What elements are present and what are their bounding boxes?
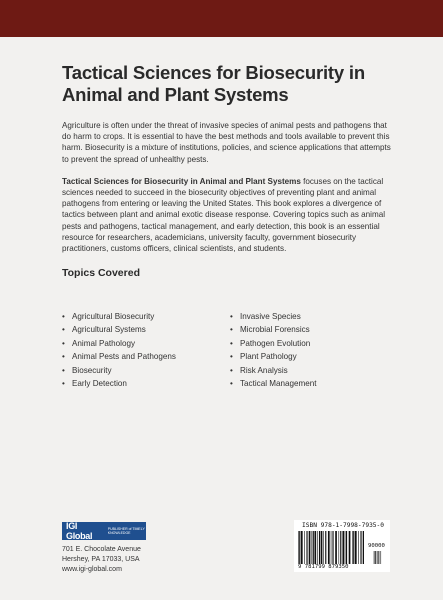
barcode-bar — [313, 531, 314, 564]
topic-item: • Early Detection — [62, 377, 176, 390]
bullet-icon: • — [62, 365, 65, 375]
topic-item: • Risk Analysis — [230, 364, 316, 377]
topic-item: • Microbial Forensics — [230, 323, 316, 336]
bullet-icon: • — [230, 338, 233, 348]
barcode-bar — [358, 531, 359, 564]
topic-item: • Tactical Management — [230, 377, 316, 390]
barcode-bar — [299, 531, 300, 564]
barcode-bar — [375, 551, 376, 564]
barcode-bar — [301, 531, 303, 564]
topic-item: • Agricultural Biosecurity — [62, 310, 176, 323]
back-cover-content — [62, 62, 392, 389]
barcode-bar — [306, 531, 307, 564]
bullet-icon: • — [62, 379, 65, 389]
barcode-bar — [298, 531, 299, 564]
topic-item: • Agricultural Systems — [62, 323, 176, 336]
topic-item: • Invasive Species — [230, 310, 316, 323]
price-code: 90000 — [368, 543, 385, 549]
publisher-website: www.igi-global.com — [62, 566, 122, 573]
description-book-title: Tactical Sciences for Biosecurity in Animal and Plant Systems — [62, 176, 301, 186]
topic-item: • Plant Pathology — [230, 350, 316, 363]
ean-digits: 9 781799 879350 — [298, 564, 349, 570]
barcode-bar — [353, 531, 354, 564]
barcode-bar — [378, 551, 379, 564]
topics-column-left — [62, 310, 176, 390]
bullet-icon: • — [230, 312, 233, 321]
top-color-band — [0, 0, 443, 37]
address-street: 701 E. Chocolate Avenue — [62, 546, 141, 553]
barcode-bar — [331, 531, 332, 564]
bullet-icon: • — [230, 365, 233, 375]
bullet-icon: • — [230, 325, 233, 335]
barcode-bar — [312, 531, 313, 564]
price-addon-barcode-icon — [368, 551, 386, 564]
topic-item: • Animal Pathology — [62, 337, 176, 350]
ean-barcode-icon — [298, 531, 364, 564]
bullet-icon: • — [62, 312, 65, 321]
barcode-bar — [321, 531, 323, 564]
barcode-bar — [352, 531, 353, 564]
bullet-icon: • — [62, 325, 65, 335]
barcode-bar — [345, 531, 346, 564]
barcode-bar — [339, 531, 340, 564]
barcode-bar — [319, 531, 320, 564]
barcode-bar — [325, 531, 326, 564]
publisher-address — [62, 545, 141, 575]
topic-item: • Pathogen Evolution — [230, 337, 316, 350]
barcode-bar — [317, 531, 318, 564]
igi-global-logo — [62, 522, 146, 540]
isbn-number: ISBN 978-1-7998-7935-0 — [302, 522, 384, 529]
barcode-bar — [304, 531, 305, 564]
address-city: Hershey, PA 17033, USA — [62, 556, 140, 563]
book-title: Tactical Sciences for Biosecurity in Animal and Plant Systems — [62, 62, 365, 105]
barcode-bar — [355, 531, 357, 564]
barcode-bar — [332, 531, 333, 564]
intro-paragraph: Agriculture is often under the threat of invasive species of animal pests and pathogens that do harm to crops. It is essential to have the best methods and tools available to prevent this harm. Biosecurity is a mixture of institutions, policies, and science applications that attempts to prevent the spread of unhealthy pests. — [62, 121, 391, 164]
barcode-bar — [360, 531, 361, 564]
bullet-icon: • — [230, 379, 233, 389]
topics-column-right — [230, 310, 316, 390]
bullet-icon: • — [230, 352, 233, 362]
barcode-bar — [363, 531, 364, 564]
description-paragraph — [62, 176, 392, 254]
barcode-bar — [328, 531, 330, 564]
barcode-bar — [349, 531, 351, 564]
topics-heading: Topics Covered — [62, 267, 140, 280]
barcode-bar — [314, 531, 316, 564]
logo-tagline: PUBLISHER of TIMELY KNOWLEDGE — [107, 527, 145, 535]
logo-wordmark: IGI Global — [66, 521, 93, 541]
bullet-icon: • — [62, 338, 65, 348]
isbn-barcode — [294, 520, 390, 572]
barcode-bar — [346, 531, 347, 564]
bullet-icon: • — [62, 352, 65, 362]
barcode-bar — [342, 531, 344, 564]
topic-item: • Animal Pests and Pathogens — [62, 350, 176, 363]
barcode-bar — [309, 531, 311, 564]
topic-item: • Biosecurity — [62, 364, 176, 377]
barcode-bar — [340, 531, 341, 564]
description-text: focuses on the tactical sciences needed to succeed in the biosecurity objectives of preventing plant and animal pathogens from entering or leaving the United States. This book explores a divergence of tactics between plant and animal exotic disease response. Covering topics such as animal pests and pathogens, tactical management, and early detection, this book is an essential resource for researchers, academicians, university faculty, government biosecurity practitioners, customs officers, clinical scientists, and students. — [62, 176, 386, 254]
barcode-bar — [323, 531, 324, 564]
barcode-bar — [335, 531, 337, 564]
